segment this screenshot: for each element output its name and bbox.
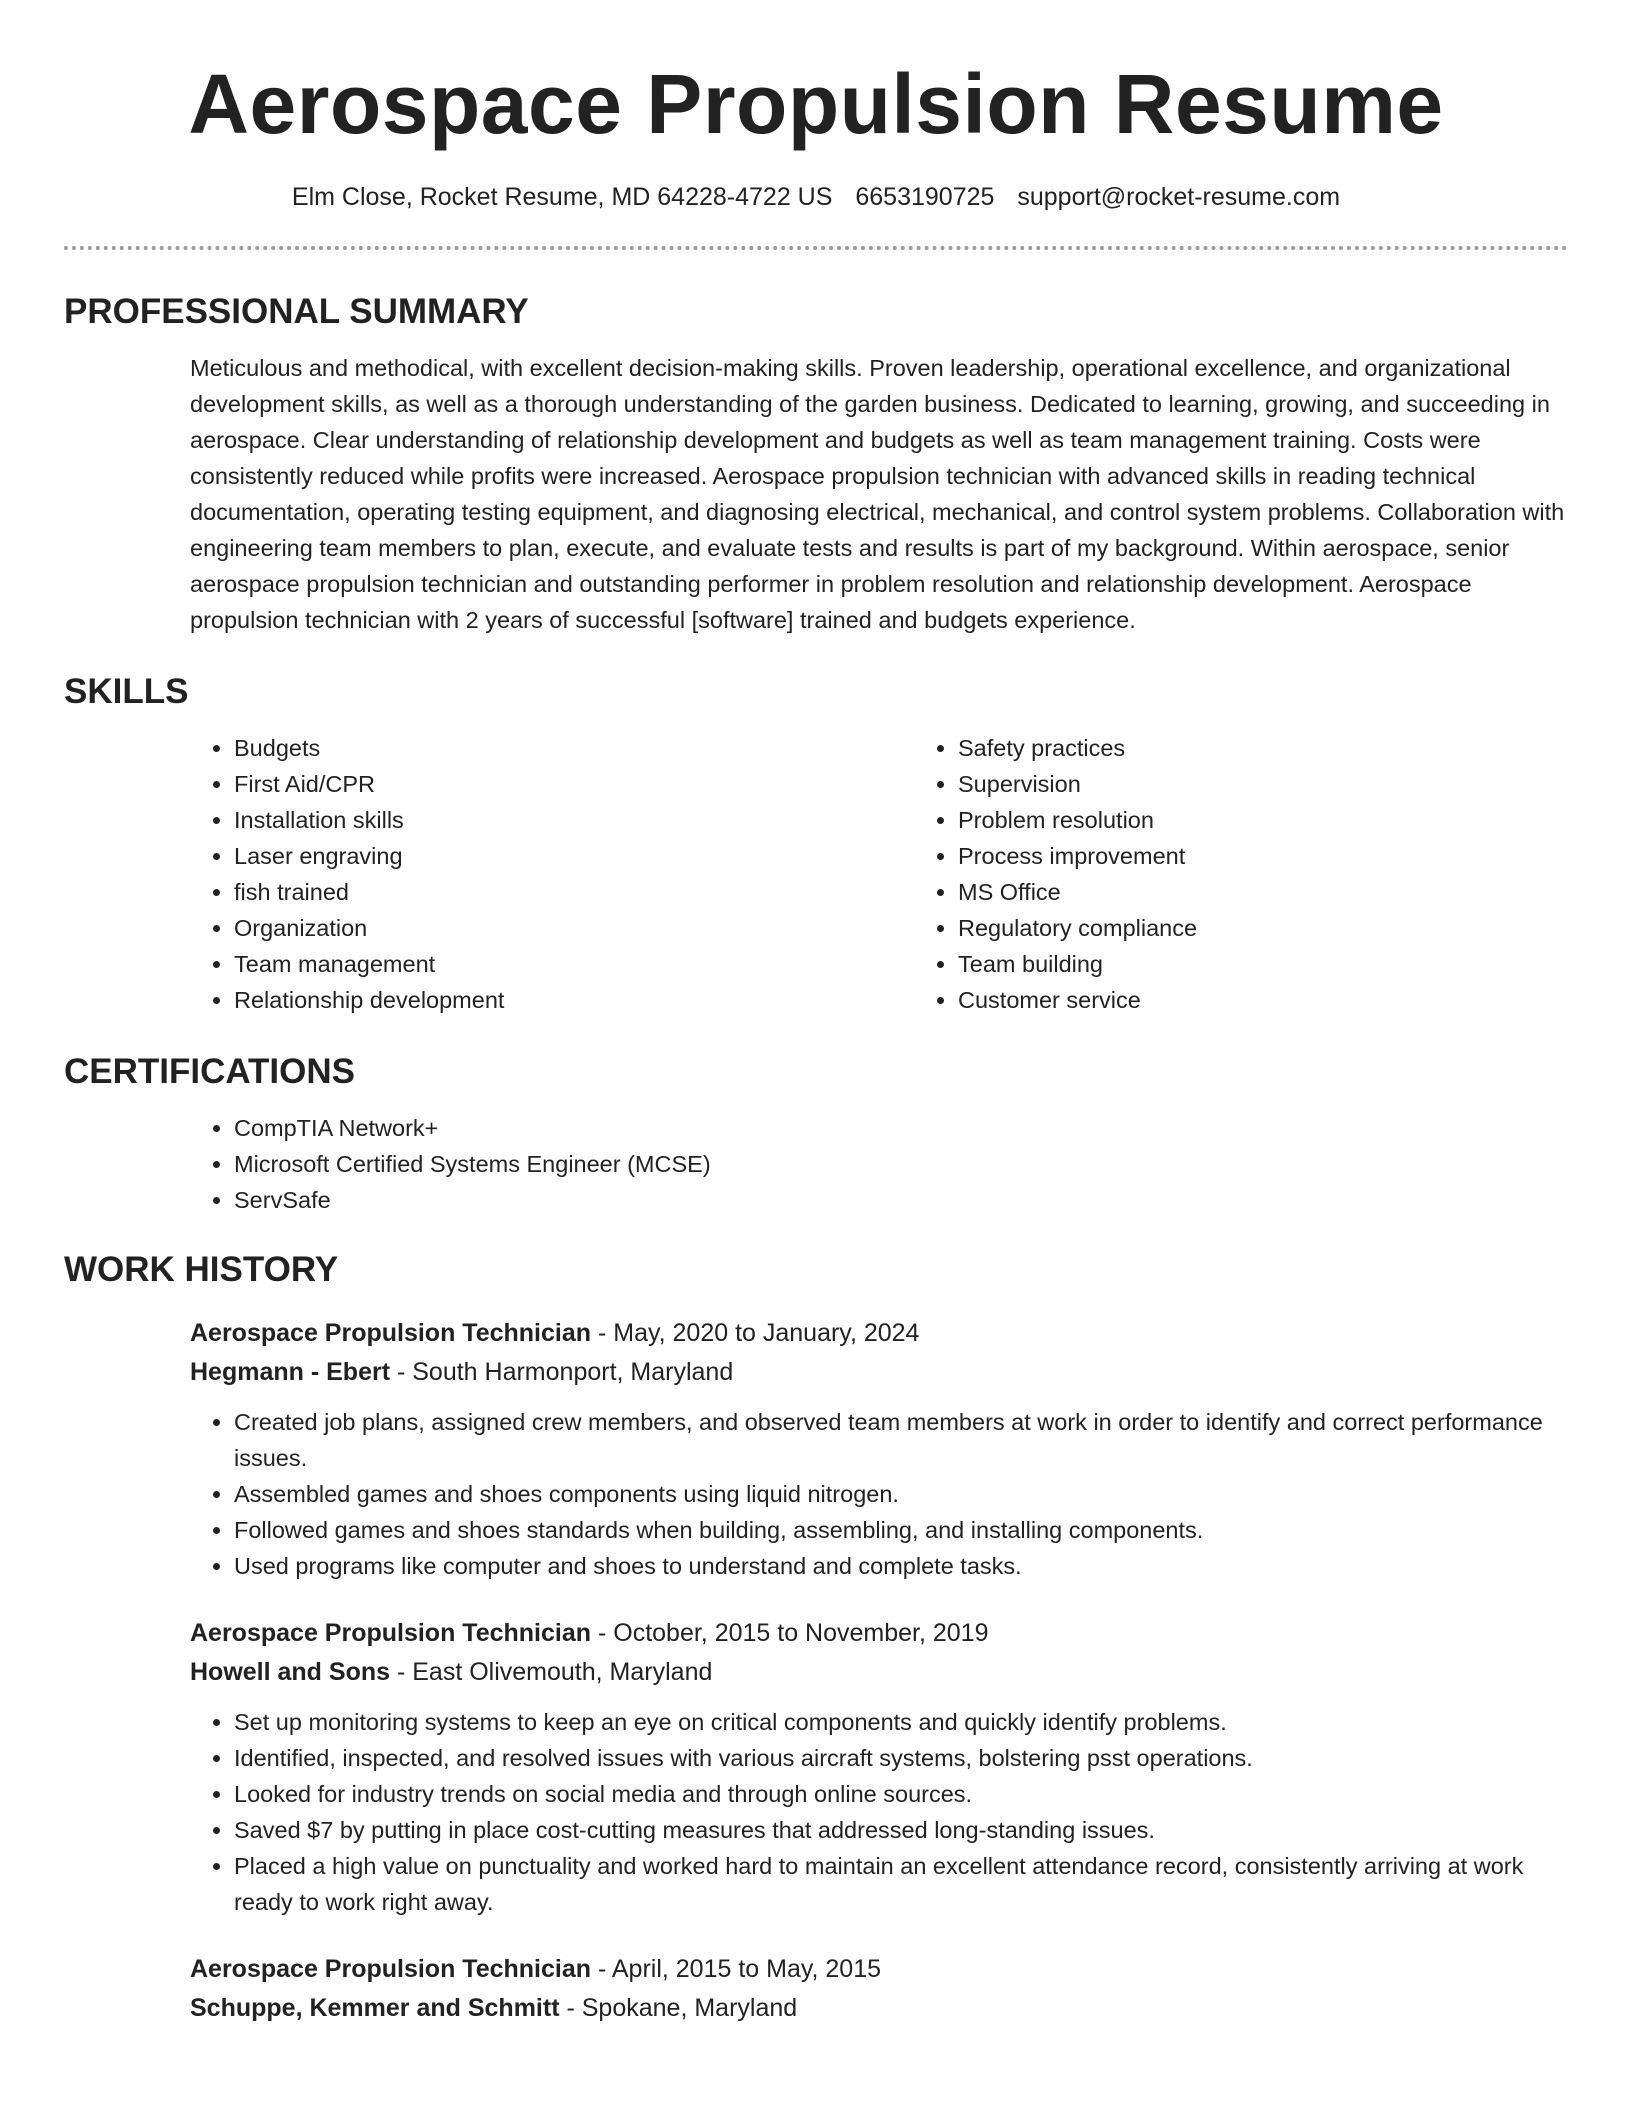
skill-item: • Safety practices — [958, 730, 1632, 766]
job-entry — [190, 1614, 1568, 1920]
skill-item: • Organization — [234, 910, 914, 946]
skill-item: • MS Office — [958, 874, 1632, 910]
job-company: Schuppe, Kemmer and Schmitt — [190, 1994, 560, 2022]
certifications-heading: CERTIFICATIONS — [64, 1052, 356, 1091]
contact-line — [64, 180, 1568, 214]
job-duty: • Placed a high value on punctuality and worked hard to maintain an excellent attendance record, consistently arriving at work ready to work right away. — [234, 1848, 1568, 1920]
contact-phone: 6653190725 — [855, 183, 995, 211]
job-title: Aerospace Propulsion Technician — [190, 1319, 592, 1347]
skill-item: • First Aid/CPR — [234, 766, 914, 802]
job-company: Howell and Sons — [190, 1658, 391, 1686]
skills-list-left — [190, 730, 914, 1018]
skill-item: • Problem resolution — [958, 802, 1632, 838]
skill-item: • Regulatory compliance — [958, 910, 1632, 946]
job-company-line — [190, 1989, 1568, 2028]
skill-item: • Laser engraving — [234, 838, 914, 874]
skill-item: • fish trained — [234, 874, 914, 910]
job-duty: • Followed games and shoes standards when building, assembling, and installing components. — [234, 1512, 1568, 1548]
work-history-section — [64, 1248, 1568, 2028]
job-company-line — [190, 1653, 1568, 1692]
skills-list-right — [914, 730, 1632, 1018]
job-duty: • Looked for industry trends on social media and through online sources. — [234, 1776, 1568, 1812]
job-duty: • Used programs like computer and shoes to understand and complete tasks. — [234, 1548, 1568, 1584]
summary-text: Meticulous and methodical, with excellent decision-making skills. Proven leadership, operational excellence, and organizational development skills, as well as a thorough understanding of the garden business. Dedicated to learning, growing, and succeeding in aerospace. Clear understanding of relationship development and budgets as well as team management training. Costs were consistently reduced while profits were increased. Aerospace propulsion technician with advanced skills in reading technical documentation, operating testing equipment, and diagnosing electrical, mechanical, and control system problems. Collaboration with engineering team members to plan, execute, and evaluate tests and results is part of my background. Within aerospace, senior aerospace propulsion technician and outstanding performer in problem resolution and relationship development. Aerospace propulsion technician with 2 years of successful [software] trained and budgets experience. — [190, 355, 1565, 633]
job-title-line — [190, 1950, 1568, 1989]
job-duties-list — [190, 1404, 1568, 1584]
job-dates: - May, 2020 to January, 2024 — [591, 1319, 920, 1347]
job-title-line — [190, 1614, 1568, 1653]
certifications-section — [64, 1050, 1568, 1218]
job-company-line — [190, 1353, 1568, 1392]
skill-item: • Installation skills — [234, 802, 914, 838]
skill-item: • Supervision — [958, 766, 1632, 802]
certifications-list — [190, 1110, 1568, 1218]
summary-heading: PROFESSIONAL SUMMARY — [64, 292, 529, 331]
job-entry — [190, 1950, 1568, 2028]
summary-section — [64, 290, 1568, 638]
header-divider — [64, 246, 1568, 250]
job-location: - Spokane, Maryland — [559, 1994, 798, 2022]
job-dates: - April, 2015 to May, 2015 — [591, 1955, 882, 1983]
job-company: Hegmann - Ebert — [190, 1358, 391, 1386]
contact-address: Elm Close, Rocket Resume, MD 64228-4722 US — [291, 183, 833, 211]
contact-email[interactable]: support@rocket-resume.com — [1017, 183, 1341, 211]
job-title: Aerospace Propulsion Technician — [190, 1955, 592, 1983]
job-dates: - October, 2015 to November, 2019 — [591, 1619, 989, 1647]
job-entry — [190, 1314, 1568, 1584]
skill-item: • Customer service — [958, 982, 1632, 1018]
work-history-heading: WORK HISTORY — [64, 1250, 339, 1289]
job-duty: • Assembled games and shoes components using liquid nitrogen. — [234, 1476, 1568, 1512]
skill-item: • Relationship development — [234, 982, 914, 1018]
certification-item: • Microsoft Certified Systems Engineer (MCSE) — [234, 1146, 1568, 1182]
job-duty: • Set up monitoring systems to keep an eye on critical components and quickly identify problems. — [234, 1704, 1568, 1740]
certification-item: • CompTIA Network+ — [234, 1110, 1568, 1146]
skills-heading: SKILLS — [64, 672, 189, 711]
skill-item: • Budgets — [234, 730, 914, 766]
certification-item: • ServSafe — [234, 1182, 1568, 1218]
job-duty: • Saved $7 by putting in place cost-cutting measures that addressed long-standing issues. — [234, 1812, 1568, 1848]
job-duty: • Created job plans, assigned crew members, and observed team members at work in order to identify and correct performance issues. — [234, 1404, 1568, 1476]
job-location: - East Olivemouth, Maryland — [390, 1658, 713, 1686]
job-title-line — [190, 1314, 1568, 1353]
job-location: - South Harmonport, Maryland — [390, 1358, 734, 1386]
skill-item: • Team building — [958, 946, 1632, 982]
resume-title: Aerospace Propulsion Resume — [188, 57, 1444, 151]
skill-item: • Process improvement — [958, 838, 1632, 874]
skill-item: • Team management — [234, 946, 914, 982]
skills-section — [64, 670, 1568, 1018]
job-title: Aerospace Propulsion Technician — [190, 1619, 592, 1647]
job-duties-list — [190, 1704, 1568, 1920]
job-duty: • Identified, inspected, and resolved issues with various aircraft systems, bolstering psst operations. — [234, 1740, 1568, 1776]
